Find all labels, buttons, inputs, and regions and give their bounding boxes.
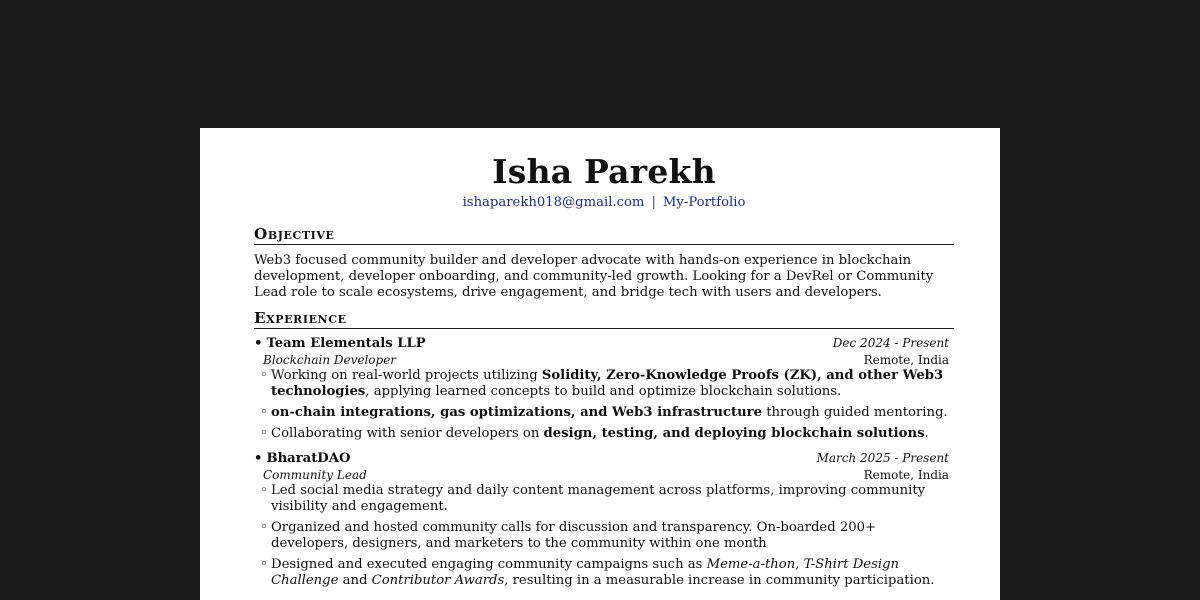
experience-list	[254, 335, 954, 589]
responsibility-item: ◦ Working on real-world projects utilizing Solidity, Zero-Knowledge Proofs (ZK), and other Web3 technologies, applying learned concepts to build and optimize blockchain solutions.	[271, 368, 948, 400]
candidate-name: Isha Parekh	[492, 152, 716, 191]
responsibility-item: ◦ Collaborating with senior developers on design, testing, and deploying blockchain solutions.	[271, 426, 948, 442]
objective-heading: Objective	[254, 225, 954, 245]
responsibility-item: ◦ Designed and executed engaging community campaigns such as Meme-a-thon, T-Shirt Design Challenge and Contributor Awards, resulting in a measurable increase in community participation.	[271, 557, 948, 589]
entry-dates: Dec 2024 - Present	[832, 336, 949, 350]
responsibility-item: ◦ on-chain integrations, gas optimizations, and Web3 infrastructure through guided mentoring.	[271, 405, 948, 421]
contact-line	[254, 195, 954, 211]
email-link[interactable]: ishaparekh018@gmail.com	[462, 195, 645, 210]
job-location: Remote, India	[863, 468, 949, 482]
job-role: Blockchain Developer	[263, 353, 397, 367]
portfolio-link[interactable]: My-Portfolio	[662, 195, 746, 210]
job-role: Community Lead	[263, 468, 367, 482]
resume-page	[200, 128, 1000, 600]
company-name: Team Elementals LLP	[266, 336, 426, 351]
experience-heading: Experience	[254, 309, 954, 329]
resume-content	[254, 152, 954, 589]
job-location: Remote, India	[863, 353, 949, 367]
responsibility-list	[254, 483, 954, 589]
objective-text: Web3 focused community builder and developer advocate with hands-on experience in blockchain development, developer onboarding, and community-led growth. Looking for a DevRel or Community Lead role to scale ecosystems, drive engagement, and bridge tech with users and developers.	[254, 253, 934, 300]
contact-separator: |	[651, 195, 656, 210]
entry-dates: March 2025 - Present	[816, 451, 949, 465]
responsibility-list	[254, 368, 954, 442]
experience-entry: • BharatDAO March 2025 - Present Community Lead Remote, India ◦ Led social media strategy and daily content management across platforms, improving community visibility and engagement. ◦ Organized and hosted community calls for discussion and transparency. On-boarded 200+ developers, designers, and marketers to the community within one month ◦ Designed and executed engaging community campaigns such as Meme-a-thon, T-Shirt Design Challenge and Contributor Awards, resulting in a measurable increase in community participation.	[254, 450, 954, 589]
experience-entry: • Team Elementals LLP Dec 2024 - Present Blockchain Developer Remote, India ◦ Working on real-world projects utilizing Solidity, Zero-Knowledge Proofs (ZK), and other Web3 technologies, applying learned concepts to build and optimize blockchain solutions. ◦ on-chain integrations, gas optimizations, and Web3 infrastructure through guided mentoring. ◦ Collaborating with senior developers on design, testing, and deploying blockchain solutions.	[254, 335, 954, 442]
company-name: BharatDAO	[266, 451, 351, 466]
responsibility-item: ◦ Led social media strategy and daily content management across platforms, improving community visibility and engagement.	[271, 483, 948, 515]
responsibility-item: ◦ Organized and hosted community calls for discussion and transparency. On-boarded 200+ developers, designers, and marketers to the community within one month	[271, 520, 948, 552]
